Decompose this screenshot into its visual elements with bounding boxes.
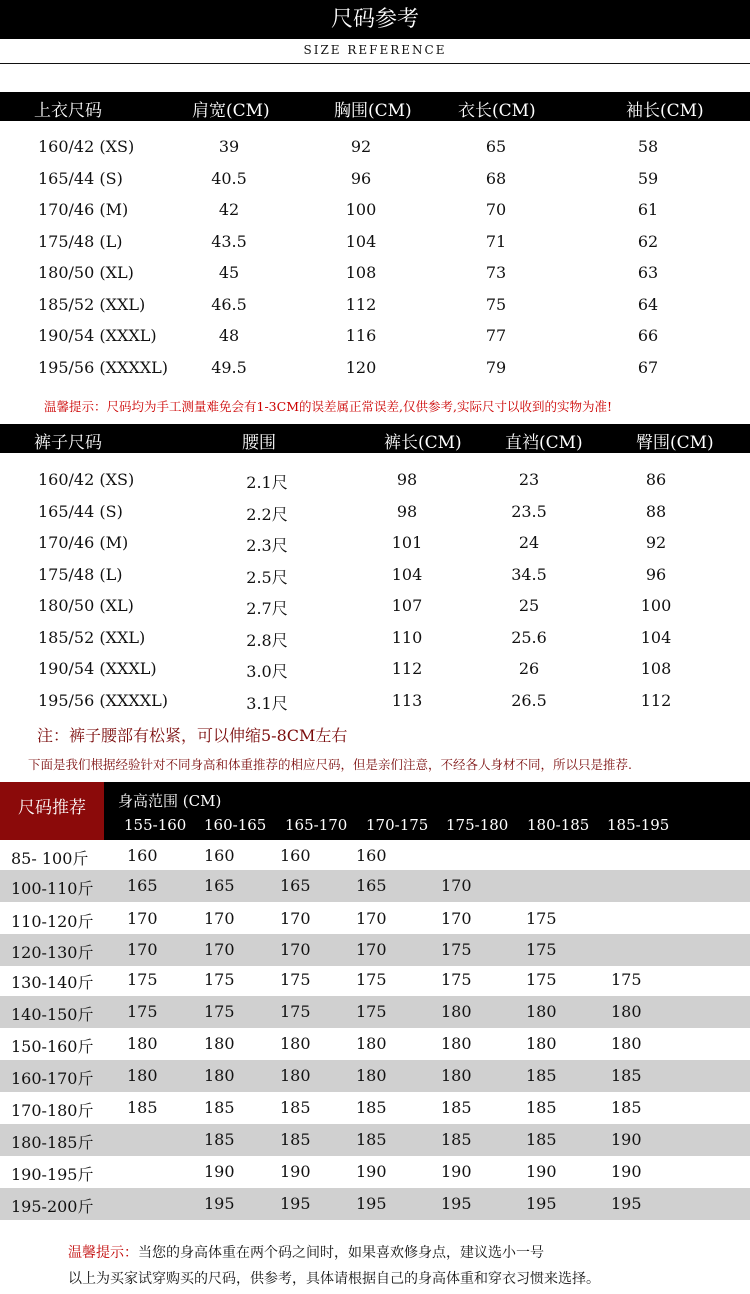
weight-row [0, 996, 750, 1028]
pants-cell-1: 3.0尺 [246, 662, 288, 681]
recommended-size: 185 [204, 1130, 235, 1149]
recommended-size: 190 [526, 1162, 557, 1181]
weight-row [0, 1124, 750, 1156]
recommended-size: 170 [356, 940, 387, 959]
pants-row [0, 622, 750, 653]
recommend-header [0, 782, 750, 840]
tops-cell-1: 39 [218, 137, 240, 156]
recommended-size: 170 [280, 940, 311, 959]
tops-header-sleeve: 袖长(CM) [626, 101, 704, 121]
pants-row [0, 685, 750, 716]
weight-label: 130-140斤 [11, 973, 94, 992]
pants-cell-3: 23.5 [511, 501, 547, 521]
pants-cell-0: 170/46 (M) [38, 533, 129, 552]
recommended-size: 175 [280, 1002, 311, 1021]
tops-cell-0: 195/56 (XXXXL) [38, 357, 169, 377]
pants-row [0, 527, 750, 558]
tops-cell-4: 61 [637, 200, 659, 219]
tops-row [0, 320, 750, 351]
tops-cell-1: 46.5 [211, 294, 247, 314]
weight-label: 160-170斤 [11, 1069, 94, 1088]
footer-tip-label: 温馨提示： [68, 1245, 138, 1261]
pants-header-waist: 腰围 [242, 433, 276, 453]
recommended-size: 170 [127, 940, 158, 959]
recommended-size: 175 [526, 970, 557, 989]
recommended-size: 180 [611, 1002, 642, 1021]
height-col-5: 180-185 [527, 816, 590, 834]
pants-header-size: 裤子尺码 [34, 433, 102, 453]
recommended-size: 190 [280, 1162, 311, 1181]
pants-cell-2: 101 [391, 533, 423, 552]
height-col-2: 165-170 [285, 816, 348, 834]
pants-row [0, 464, 750, 495]
weight-label: 110-120斤 [11, 912, 94, 931]
pants-row [0, 496, 750, 527]
tops-cell-4: 59 [637, 168, 659, 188]
weight-row [0, 1188, 750, 1220]
recommended-size: 180 [526, 1034, 557, 1053]
recommended-size: 180 [441, 1002, 472, 1021]
recommended-size: 175 [526, 940, 557, 959]
weight-row [0, 870, 750, 902]
tops-header-chest: 胸围(CM) [334, 101, 412, 121]
recommended-size: 185 [204, 1098, 235, 1117]
weight-label: 150-160斤 [11, 1037, 94, 1056]
pants-cell-3: 26 [518, 659, 540, 678]
tops-row [0, 289, 750, 320]
recommended-size: 160 [127, 846, 158, 865]
recommended-size: 185 [441, 1130, 472, 1149]
height-col-6: 185-195 [607, 816, 670, 834]
recommended-size: 175 [441, 970, 472, 989]
footer-tip-text: 当您的身高体重在两个码之间时，如果喜欢修身点，建议选小一号 [138, 1245, 544, 1261]
pants-cell-3: 25 [518, 596, 540, 615]
recommended-size: 185 [356, 1130, 387, 1149]
pants-cell-1: 2.1尺 [246, 473, 288, 492]
tops-cell-1: 49.5 [211, 357, 247, 377]
recommended-size: 195 [441, 1194, 472, 1213]
pants-cell-0: 160/42 (XS) [38, 470, 135, 489]
tops-cell-2: 104 [345, 231, 377, 251]
tops-cell-4: 66 [637, 326, 659, 345]
tops-header-size: 上衣尺码 [34, 101, 102, 121]
weight-label: 195-200斤 [11, 1197, 94, 1216]
pants-cell-2: 113 [391, 690, 423, 710]
recommended-size: 190 [611, 1162, 642, 1181]
pants-row [0, 559, 750, 590]
pants-cell-1: 2.3尺 [246, 536, 288, 555]
recommended-size: 170 [356, 909, 387, 928]
tops-cell-1: 48 [218, 326, 240, 345]
tops-cell-1: 40.5 [211, 168, 247, 188]
pants-cell-1: 2.8尺 [246, 630, 288, 650]
recommended-size: 180 [127, 1066, 158, 1085]
tops-cell-0: 175/48 (L) [38, 231, 123, 251]
weight-label: 85- 100斤 [11, 849, 89, 868]
recommended-size: 195 [280, 1194, 311, 1213]
tops-row [0, 194, 750, 225]
recommended-size: 160 [280, 846, 311, 865]
height-col-3: 170-175 [366, 816, 429, 834]
tops-cell-2: 120 [345, 357, 377, 377]
pants-header-hip: 臀围(CM) [636, 433, 714, 453]
recommended-size: 180 [441, 1066, 472, 1085]
weight-row [0, 964, 750, 996]
pants-cell-4: 104 [640, 627, 672, 647]
recommended-size: 185 [441, 1098, 472, 1117]
pants-cell-0: 165/44 (S) [38, 501, 123, 521]
pants-cell-4: 100 [640, 596, 672, 615]
recommended-size: 180 [611, 1034, 642, 1053]
tops-note: 温馨提示：尺码均为手工测量难免会有1-3CM的误差属正常误差,仅供参考,实际尺寸以收到的实物为准! [44, 399, 612, 414]
weight-row [0, 1092, 750, 1124]
tops-cell-2: 112 [345, 294, 377, 314]
tops-cell-3: 68 [485, 168, 507, 188]
weight-row [0, 1028, 750, 1060]
recommended-size: 185 [526, 1066, 557, 1085]
height-col-0: 155-160 [124, 816, 187, 834]
pants-header-length: 裤长(CM) [384, 433, 462, 453]
tops-cell-0: 160/42 (XS) [38, 137, 135, 156]
tops-cell-2: 100 [345, 200, 377, 219]
tops-cell-4: 63 [637, 263, 659, 282]
pants-cell-1: 2.7尺 [246, 599, 288, 618]
tops-cell-2: 116 [345, 326, 377, 345]
weight-label: 140-150斤 [11, 1005, 94, 1024]
recommended-size: 180 [280, 1034, 311, 1053]
recommended-size: 175 [526, 909, 557, 928]
recommended-size: 175 [127, 970, 158, 989]
recommended-size: 160 [356, 846, 387, 865]
recommended-size: 170 [441, 876, 472, 895]
tops-cell-0: 180/50 (XL) [38, 263, 134, 282]
pants-cell-3: 25.6 [511, 627, 547, 647]
footer-line-2: 以上为买家试穿购买的尺码，供参考，具体请根据自己的身高体重和穿衣习惯来选择。 [68, 1271, 600, 1287]
recommended-size: 180 [204, 1066, 235, 1085]
footer-tip [68, 1242, 544, 1262]
tops-cell-0: 185/52 (XXL) [38, 294, 146, 314]
recommended-size: 185 [611, 1098, 642, 1117]
tops-cell-3: 70 [485, 200, 507, 219]
tops-cell-2: 108 [345, 263, 377, 282]
tops-cell-3: 77 [485, 326, 507, 345]
pants-cell-1: 2.5尺 [246, 567, 288, 587]
recommended-size: 190 [611, 1130, 642, 1149]
recommended-size: 170 [127, 909, 158, 928]
pants-cell-2: 98 [396, 470, 418, 489]
tops-cell-0: 170/46 (M) [38, 200, 129, 219]
tops-cell-3: 71 [485, 231, 507, 251]
recommend-label: 尺码推荐 [0, 782, 104, 840]
recommended-size: 180 [127, 1034, 158, 1053]
height-col-4: 175-180 [446, 816, 509, 834]
weight-row [0, 1156, 750, 1188]
tops-header-shoulder: 肩宽(CM) [192, 101, 270, 121]
recommended-size: 175 [441, 940, 472, 959]
tops-cell-3: 75 [485, 294, 507, 314]
tops-cell-0: 165/44 (S) [38, 168, 123, 188]
pants-cell-4: 108 [640, 659, 672, 678]
pants-cell-2: 112 [391, 659, 423, 678]
pants-cell-0: 185/52 (XXL) [38, 627, 146, 647]
recommended-size: 170 [204, 909, 235, 928]
weight-row [0, 840, 750, 872]
page-title: 尺码参考 [0, 0, 750, 39]
pants-cell-2: 107 [391, 596, 423, 615]
recommended-size: 185 [526, 1098, 557, 1117]
weight-row [0, 1060, 750, 1092]
recommended-size: 195 [356, 1194, 387, 1213]
pants-table-header [0, 424, 750, 453]
recommended-size: 175 [280, 970, 311, 989]
pants-cell-1: 2.2尺 [246, 504, 288, 524]
recommended-size: 190 [204, 1162, 235, 1181]
recommended-size: 175 [127, 1002, 158, 1021]
weight-label: 190-195斤 [11, 1165, 94, 1184]
recommended-size: 190 [356, 1162, 387, 1181]
pants-cell-0: 175/48 (L) [38, 564, 123, 584]
weight-label: 120-130斤 [11, 943, 94, 962]
recommended-size: 185 [280, 1098, 311, 1117]
pants-cell-3: 34.5 [511, 564, 547, 584]
recommended-size: 175 [611, 970, 642, 989]
tops-row [0, 163, 750, 194]
tops-cell-3: 73 [485, 263, 507, 282]
recommended-size: 160 [204, 846, 235, 865]
tops-cell-2: 96 [350, 168, 372, 188]
recommended-size: 185 [356, 1098, 387, 1117]
pants-cell-3: 23 [518, 470, 540, 489]
recommended-size: 180 [441, 1034, 472, 1053]
weight-row [0, 934, 750, 966]
tops-cell-4: 62 [637, 231, 659, 251]
page-subtitle: SIZE REFERENCE [303, 43, 447, 57]
recommended-size: 165 [280, 876, 311, 895]
pants-cell-2: 98 [396, 501, 418, 521]
recommended-size: 180 [204, 1034, 235, 1053]
pants-cell-0: 195/56 (XXXXL) [38, 690, 169, 710]
tops-cell-4: 58 [637, 137, 659, 156]
tops-cell-1: 43.5 [211, 231, 247, 251]
recommended-size: 185 [127, 1098, 158, 1117]
tops-header-length: 衣长(CM) [458, 101, 536, 121]
recommend-intro: 下面是我们根据经验针对不同身高和体重推荐的相应尺码，但是亲们注意，不经各人身材不同，所以只是推荐. [28, 757, 632, 772]
recommended-size: 180 [356, 1034, 387, 1053]
tops-row [0, 352, 750, 383]
pants-cell-2: 110 [391, 627, 423, 647]
pants-row [0, 590, 750, 621]
recommended-size: 180 [280, 1066, 311, 1085]
pants-cell-0: 180/50 (XL) [38, 596, 134, 615]
weight-label: 100-110斤 [11, 879, 94, 898]
recommended-size: 190 [441, 1162, 472, 1181]
tops-cell-2: 92 [350, 137, 372, 156]
pants-header-rise: 直裆(CM) [505, 433, 583, 453]
recommended-size: 195 [611, 1194, 642, 1213]
recommended-size: 165 [127, 876, 158, 895]
tops-cell-4: 67 [637, 357, 659, 377]
pants-cell-4: 112 [640, 690, 672, 710]
tops-row [0, 257, 750, 288]
recommended-size: 180 [526, 1002, 557, 1021]
recommended-size: 165 [356, 876, 387, 895]
recommended-size: 195 [526, 1194, 557, 1213]
tops-table-header [0, 92, 750, 121]
tops-cell-4: 64 [637, 294, 659, 314]
tops-cell-1: 45 [218, 263, 240, 282]
tops-cell-0: 190/54 (XXXL) [38, 326, 157, 345]
recommended-size: 195 [204, 1194, 235, 1213]
pants-cell-1: 3.1尺 [246, 693, 288, 713]
recommended-size: 170 [441, 909, 472, 928]
pants-cell-3: 26.5 [511, 690, 547, 710]
recommended-size: 185 [280, 1130, 311, 1149]
pants-cell-0: 190/54 (XXXL) [38, 659, 157, 678]
pants-cell-2: 104 [391, 564, 423, 584]
recommended-size: 180 [356, 1066, 387, 1085]
pants-cell-3: 24 [518, 533, 540, 552]
pants-row [0, 653, 750, 684]
recommended-size: 185 [611, 1066, 642, 1085]
recommended-size: 175 [356, 1002, 387, 1021]
height-range-title: 身高范围 (CM) [118, 792, 222, 810]
recommended-size: 165 [204, 876, 235, 895]
divider [0, 63, 750, 64]
tops-cell-3: 65 [485, 137, 507, 156]
pants-cell-4: 88 [645, 501, 667, 521]
tops-cell-3: 79 [485, 357, 507, 377]
weight-label: 170-180斤 [11, 1101, 94, 1120]
tops-row [0, 131, 750, 162]
pants-note: 注：裤子腰部有松紧，可以伸缩5-8CM左右 [37, 726, 348, 745]
height-col-1: 160-165 [204, 816, 267, 834]
tops-row [0, 226, 750, 257]
recommended-size: 175 [204, 970, 235, 989]
recommended-size: 170 [204, 940, 235, 959]
pants-cell-4: 96 [645, 564, 667, 584]
pants-cell-4: 92 [645, 533, 667, 552]
tops-cell-1: 42 [218, 200, 240, 219]
weight-label: 180-185斤 [11, 1133, 94, 1152]
recommended-size: 175 [356, 970, 387, 989]
recommended-size: 185 [526, 1130, 557, 1149]
pants-cell-4: 86 [645, 470, 667, 489]
recommended-size: 170 [280, 909, 311, 928]
recommended-size: 175 [204, 1002, 235, 1021]
weight-row [0, 903, 750, 935]
